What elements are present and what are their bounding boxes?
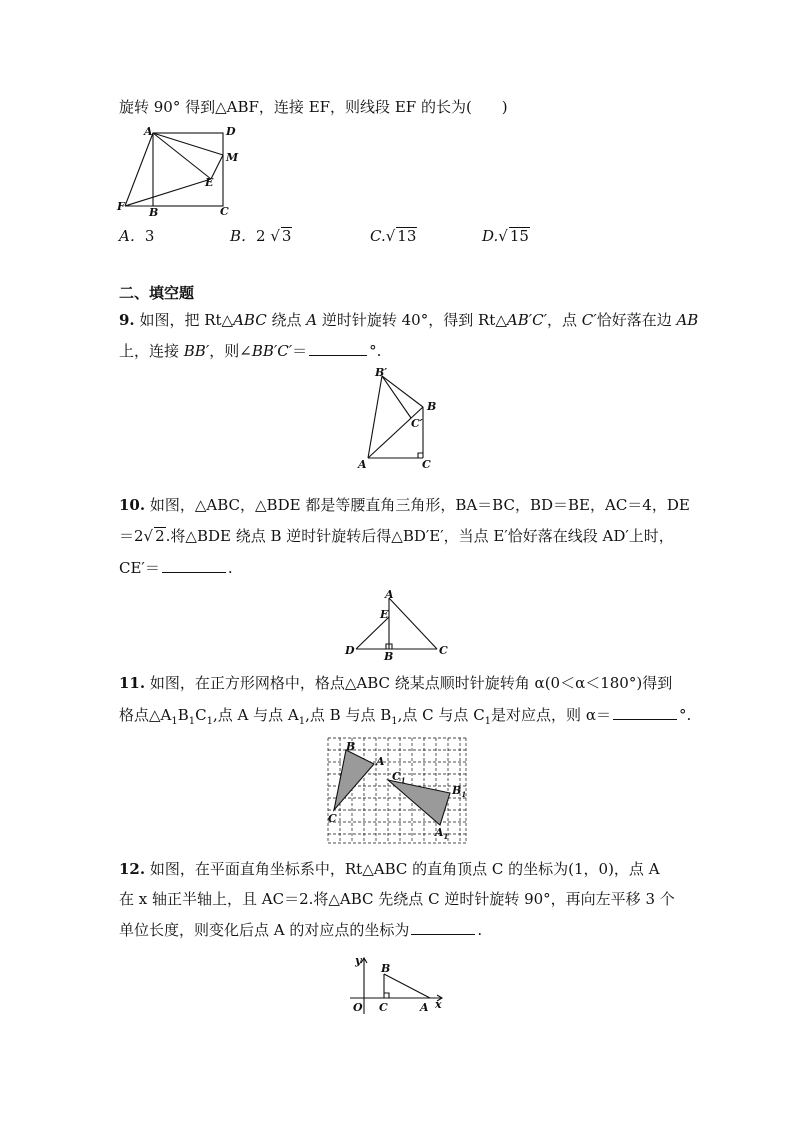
q11-label-b1: $B_1$: [452, 784, 467, 799]
q9-label-c: C: [422, 458, 431, 471]
q10-line1: 10. 如图，△ABC，△BDE 都是等腰直角三角形，BA＝BC，BD＝BE，AC＝4，DE: [119, 496, 690, 514]
q9-line2: 上，连接 BB′，则∠BB′C′＝ °.: [119, 342, 382, 360]
q9-label-b-prime: B′: [375, 366, 388, 379]
q8-stem: 旋转 90° 得到△ABF，连接 EF，则线段 EF 的长为( ): [119, 98, 508, 116]
q12-answer-blank[interactable]: [411, 919, 475, 935]
q8-label-d: D: [226, 125, 236, 138]
q10-label-a: A: [385, 588, 394, 601]
q11-line1: 11. 如图，在正方形网格中，格点△ABC 绕某点顺时针旋转角 α(0＜α＜180°)得到: [119, 674, 673, 692]
q10-label-d: D: [345, 644, 355, 657]
q10-label-e: E: [380, 608, 389, 621]
q10-figure: [340, 588, 455, 663]
q10-label-c: C: [439, 644, 448, 657]
q8-label-e: E: [205, 176, 214, 189]
q11-grid-figure: [326, 736, 468, 846]
q11-label-b: B: [346, 740, 356, 753]
q11-answer-blank[interactable]: [613, 704, 677, 720]
q10-answer-blank[interactable]: [162, 557, 226, 573]
q8-option-b[interactable]: B．2 √ 3: [230, 227, 292, 245]
q8-label-a: A: [144, 125, 153, 138]
q12-label-c: C: [379, 1001, 388, 1014]
q9-line1: 9. 如图，把 Rt△ABC 绕点 A 逆时针旋转 40°，得到 Rt△AB′C′，点 C′恰好落在边 AB: [119, 311, 699, 329]
triangle-a1b1c1: [388, 780, 450, 825]
q10-line2: ＝2√ 2.将△BDE 绕点 B 逆时针旋转后得△BD′E′，当点 E′恰好落在线段 AD′上时，: [119, 527, 674, 545]
q8-label-b: B: [149, 206, 159, 219]
q8-label-f: F: [117, 200, 125, 213]
q11-label-a1: $A_1$: [435, 826, 449, 841]
q8-option-d[interactable]: D.√ 15: [482, 227, 529, 245]
q12-label-o: O: [353, 1001, 363, 1014]
q12-line3: 单位长度，则变化后点 A 的对应点的坐标为 .: [119, 921, 483, 939]
q12-label-x: x: [435, 998, 442, 1011]
q8-figure: [115, 124, 245, 224]
section-heading: 二、填空题: [119, 284, 195, 302]
q12-label-b: B: [381, 962, 391, 975]
q9-label-b: B: [427, 400, 437, 413]
q12-label-a: A: [420, 1001, 429, 1014]
q12-line1: 12. 如图，在平面直角坐标系中，Rt△ABC 的直角顶点 C 的坐标为(1，0)，点 A: [119, 860, 660, 878]
q11-label-a: A: [376, 755, 385, 768]
q11-line2: 格点$\triangle A_1B_1C_1$,点 A 与点 $A_1$,点 B 与点 $B_1$,点 C 与点 $C_1$是对应点，则 α＝ °.: [119, 706, 692, 727]
q10-line3: CE′＝ .: [119, 559, 233, 577]
q9-figure: [355, 366, 445, 472]
q9-label-c-prime: C′: [411, 417, 423, 430]
q9-answer-blank[interactable]: [309, 340, 367, 356]
q10-label-b: B: [384, 650, 394, 663]
q11-label-c: C: [328, 812, 337, 825]
q11-label-c1: $C_1$: [392, 770, 406, 785]
q8-option-c[interactable]: C.√ 13: [370, 227, 417, 245]
q12-figure: [346, 952, 451, 1022]
q9-label-a: A: [358, 458, 367, 471]
q8-label-m: M: [226, 151, 239, 164]
q8-label-c: C: [220, 205, 229, 218]
q12-label-y: y: [355, 954, 362, 967]
q8-option-a[interactable]: A．3: [119, 227, 155, 245]
q12-line2: 在 x 轴正半轴上，且 AC＝2.将△ABC 先绕点 C 逆时针旋转 90°，再向左平移 3 个: [119, 890, 675, 908]
